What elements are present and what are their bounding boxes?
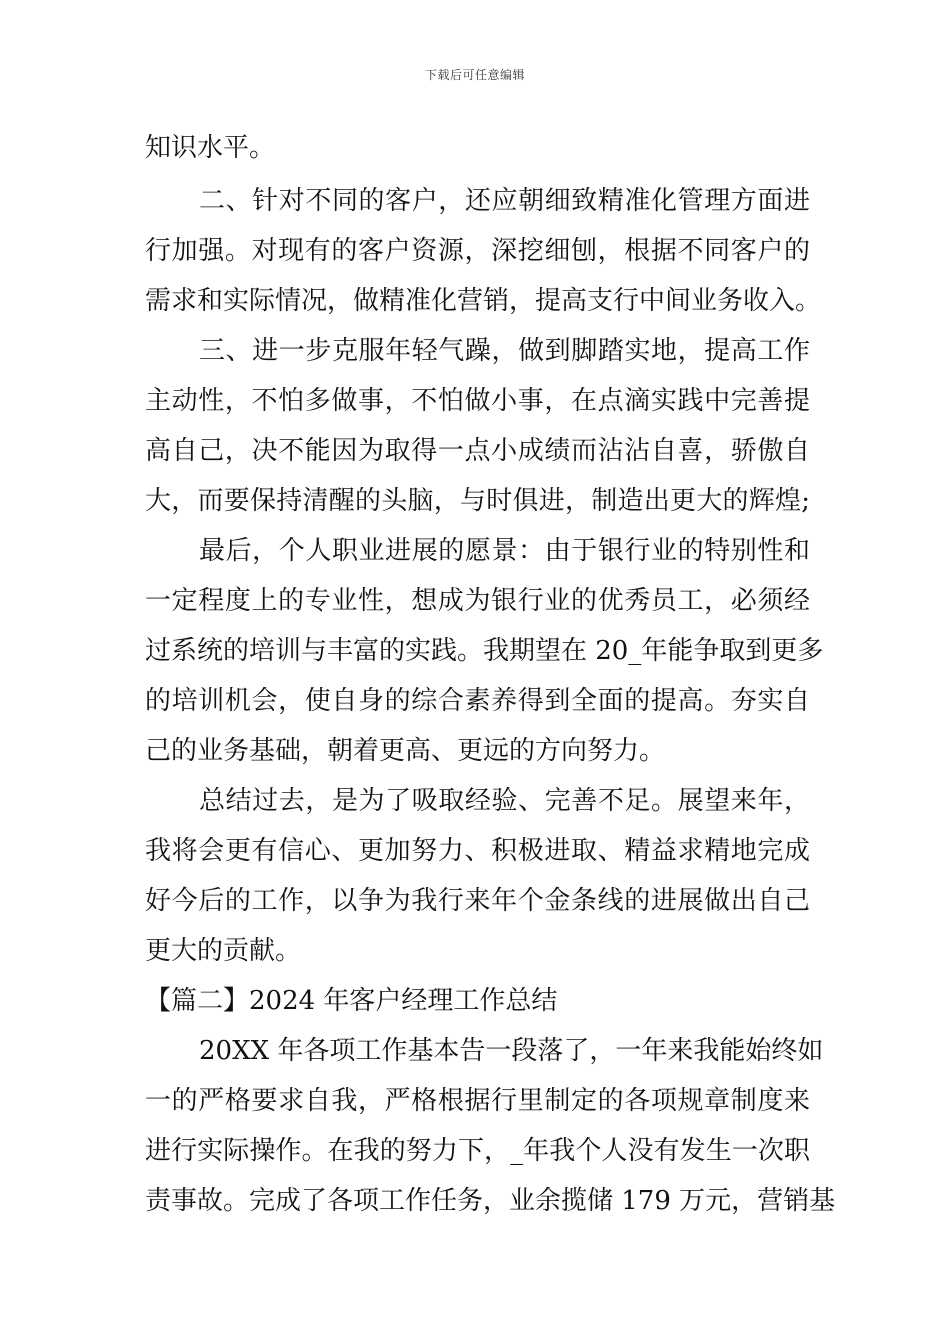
text-line: 过系统的培训与丰富的实践。我期望在 20_年能争取到更多 xyxy=(145,636,824,666)
text-line: 高自己，决不能因为取得一点小成绩而沾沾自喜，骄傲自 xyxy=(145,436,810,466)
text-line: 进行实际操作。在我的努力下，_年我个人没有发生一次职 xyxy=(145,1136,810,1166)
text-line: 总结过去，是为了吸取经验、完善不足。展望来年， xyxy=(199,786,810,816)
text-line: 的培训机会，使自身的综合素养得到全面的提高。夯实自 xyxy=(145,686,810,716)
section-heading: 【篇二】2024 年客户经理工作总结 xyxy=(145,986,558,1016)
text-line: 三、进一步克服年轻气躁，做到脚踏实地，提高工作 xyxy=(199,336,810,366)
text-line: 己的业务基础，朝着更高、更远的方向努力。 xyxy=(145,736,666,766)
text-line: 一定程度上的专业性，想成为银行业的优秀员工，必须经 xyxy=(145,586,810,616)
text-line: 大，而要保持清醒的头脑，与时俱进，制造出更大的辉煌; xyxy=(145,486,810,516)
text-line: 更大的贡献。 xyxy=(145,936,302,966)
text-line: 好今后的工作，以争为我行来年个金条线的进展做出自己 xyxy=(145,886,810,916)
body-text xyxy=(145,130,836,1233)
text-line: 最后，个人职业进展的愿景：由于银行业的特别性和 xyxy=(199,536,810,566)
text-line: 我将会更有信心、更加努力、积极进取、精益求精地完成 xyxy=(145,836,810,866)
text-line: 一的严格要求自我，严格根据行里制定的各项规章制度来 xyxy=(145,1086,810,1116)
text-line: 需求和实际情况，做精准化营销，提高支行中间业务收入。 xyxy=(145,286,822,316)
text-line: 二、针对不同的客户，还应朝细致精准化管理方面进 xyxy=(199,186,810,216)
header-note: 下载后可任意编辑 xyxy=(424,68,525,82)
text-line: 20XX 年各项工作基本告一段落了，一年来我能始终如 xyxy=(199,1036,824,1066)
text-line: 知识水平。 xyxy=(145,133,276,163)
text-line: 行加强。对现有的客户资源，深挖细刨，根据不同客户的 xyxy=(145,236,810,266)
text-line: 主动性，不怕多做事，不怕做小事，在点滴实践中完善提 xyxy=(145,386,810,416)
text-line: 责事故。完成了各项工作任务，业余揽储 179 万元，营销基 xyxy=(145,1186,836,1216)
